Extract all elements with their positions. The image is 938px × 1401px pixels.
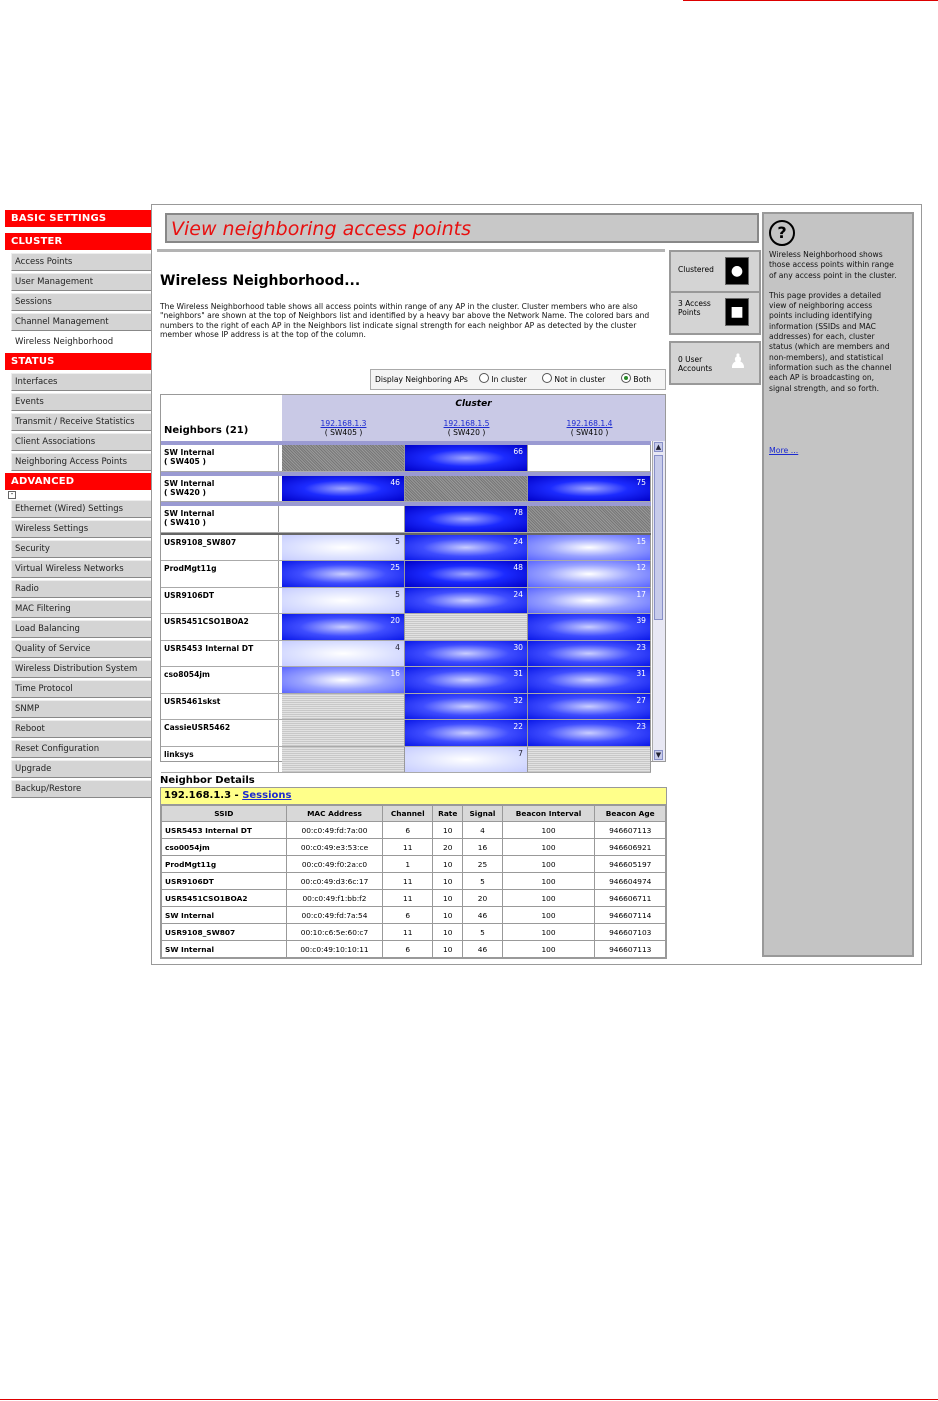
radio-in-cluster-label: In cluster [491, 375, 527, 384]
details-cell: 946607113 [595, 941, 666, 958]
neighbor-row[interactable] [161, 533, 651, 562]
sidebar-item-reset-configuration[interactable]: Reset Configuration [11, 740, 152, 758]
cluster-ip-link-3[interactable]: 192.168.1.4 [566, 419, 613, 428]
details-cell: 946604974 [595, 873, 666, 890]
neighbor-name: CassieUSR5462 [161, 720, 279, 746]
details-cell: 00:c0:49:f1:bb:f2 [286, 890, 383, 907]
scroll-thumb[interactable] [654, 455, 663, 620]
details-cell: 100 [502, 941, 595, 958]
neighbor-row[interactable] [161, 694, 651, 721]
details-cell: 10 [433, 890, 463, 907]
users-icon: ♟ [727, 348, 749, 374]
details-cell: 46 [463, 941, 502, 958]
details-cell: 11 [383, 839, 433, 856]
details-cell: 25 [463, 856, 502, 873]
signal-value: 48 [513, 563, 523, 572]
signal-value: 22 [513, 722, 523, 731]
help-text [769, 250, 897, 394]
details-cell: 20 [433, 839, 463, 856]
page-title-bar [165, 213, 759, 243]
signal-cell [405, 506, 528, 532]
signal-cell [282, 561, 405, 587]
signal-value: 4 [395, 642, 400, 652]
sidebar-section-basic-settings[interactable]: BASIC SETTINGS [5, 210, 152, 227]
details-cell: 946606921 [595, 839, 666, 856]
bottom-red-rule [0, 1399, 938, 1400]
sidebar-section-cluster[interactable]: CLUSTER [5, 233, 152, 250]
signal-value: 12 [636, 563, 646, 572]
cluster-ip-link-1[interactable]: 192.168.1.3 [320, 419, 367, 428]
signal-cell [405, 588, 528, 614]
signal-value: 31 [513, 669, 523, 678]
details-row [162, 873, 666, 890]
signal-value: 5 [395, 589, 400, 599]
details-column-header: Signal [463, 806, 502, 822]
details-cell: 100 [502, 907, 595, 924]
signal-value: 27 [636, 695, 646, 705]
self-cell [282, 445, 405, 471]
details-row [162, 924, 666, 941]
details-cell: 11 [383, 924, 433, 941]
main-content [151, 204, 922, 965]
details-cell: 100 [502, 839, 595, 856]
sidebar-item-reboot[interactable]: Reboot [11, 720, 152, 738]
neighbor-name: USR9106DT [161, 588, 279, 614]
radio-in-cluster[interactable] [479, 370, 527, 389]
sidebar-item-client-associations[interactable]: Client Associations [11, 433, 152, 451]
sidebar-item-mac-filtering[interactable]: MAC Filtering [11, 600, 152, 618]
radio-icon [542, 373, 552, 383]
details-column-header: Rate [433, 806, 463, 822]
details-cell: 6 [383, 822, 433, 839]
signal-cell [282, 641, 405, 667]
signal-value: 25 [390, 563, 400, 572]
signal-cell [405, 641, 528, 667]
radio-checked-icon [621, 373, 631, 383]
cluster-label: Cluster [455, 399, 492, 409]
neighbor-row[interactable] [161, 641, 651, 668]
details-cell: 5 [463, 873, 502, 890]
display-filter [370, 369, 666, 390]
details-cell: 10 [433, 856, 463, 873]
sidebar-section-advanced[interactable]: ADVANCED [5, 473, 152, 490]
details-cell: 00:c0:49:f0:2a:c0 [286, 856, 383, 873]
radio-both-label: Both [633, 375, 652, 384]
details-cell: cso0054jm [162, 839, 287, 856]
details-cell: 1 [383, 856, 433, 873]
signal-value: 24 [513, 589, 523, 599]
neighbors-rows [161, 441, 651, 773]
cluster-name-2: ( SW420 ) [447, 428, 486, 437]
signal-value: 30 [513, 642, 523, 652]
cluster-name-1: ( SW405 ) [324, 428, 363, 437]
details-cell: 00:c0:49:fd:7a:00 [286, 822, 383, 839]
neighbors-header [161, 395, 281, 441]
details-cell: 100 [502, 873, 595, 890]
signal-cell [405, 561, 528, 587]
sidebar-nav [5, 210, 152, 800]
cluster-name-3: ( SW410 ) [570, 428, 609, 437]
details-cell: ProdMgt11g [162, 856, 287, 873]
details-cell: 100 [502, 890, 595, 907]
sidebar-item-backup-restore[interactable]: Backup/Restore [11, 780, 152, 798]
details-body [162, 822, 666, 958]
signal-cell [282, 535, 405, 561]
signal-value: 66 [513, 447, 523, 456]
radio-not-in-cluster[interactable] [542, 370, 605, 389]
sidebar-advanced-list [11, 500, 152, 798]
neighbor-details-header [161, 788, 666, 805]
signal-value: 39 [636, 616, 646, 625]
details-cell: 10 [433, 873, 463, 890]
details-cell: 946607114 [595, 907, 666, 924]
sidebar-section-status[interactable]: STATUS [5, 353, 152, 370]
neighbor-name: ProdMgt11g [161, 561, 279, 587]
signal-cell [405, 694, 528, 720]
details-cell: 946607113 [595, 822, 666, 839]
neighbor-row[interactable] [161, 720, 651, 747]
details-cell: SW Internal [162, 907, 287, 924]
neighbor-name: USR5461skst [161, 694, 279, 720]
neighbor-details [160, 787, 667, 959]
neighbor-row[interactable] [161, 441, 651, 472]
access-points-panel[interactable] [669, 291, 761, 335]
sidebar-status-list [11, 373, 152, 471]
details-cell: 4 [463, 822, 502, 839]
radio-not-in-cluster-label: Not in cluster [554, 375, 606, 384]
neighbor-name: USR5451CSO1BOA2 [161, 614, 279, 640]
sidebar-item-neighboring-access-points[interactable]: Neighboring Access Points [11, 453, 152, 471]
signal-value: 5 [395, 536, 400, 546]
signal-cell [528, 720, 651, 746]
sidebar-item-quality-of-service[interactable]: Quality of Service [11, 640, 152, 658]
scroll-down-icon[interactable]: ▼ [655, 751, 662, 759]
sidebar-item-user-management[interactable]: User Management [11, 273, 152, 291]
neighbors-count: Neighbors (21) [164, 425, 249, 436]
signal-cell [528, 614, 651, 640]
neighbor-name: cso8054jm [161, 667, 279, 693]
signal-cell [405, 445, 528, 471]
neighbor-details-title: Neighbor Details [160, 775, 255, 786]
cluster-column-3 [528, 419, 651, 437]
signal-value: 17 [636, 589, 646, 599]
sidebar-item-radio[interactable]: Radio [11, 580, 152, 598]
no-signal-cell [282, 720, 405, 746]
no-signal-cell [282, 694, 405, 720]
sidebar-item-time-protocol[interactable]: Time Protocol [11, 680, 152, 698]
signal-value: 20 [390, 616, 400, 625]
sidebar-item-wireless-settings[interactable]: Wireless Settings [11, 520, 152, 538]
neighbor-name: SW Internal ( SW410 ) [161, 506, 279, 532]
signal-cell [528, 667, 651, 693]
details-cell: 11 [383, 873, 433, 890]
sidebar-item-wireless-neighborhood[interactable]: Wireless Neighborhood [11, 333, 152, 351]
sidebar-item-virtual-wireless-networks[interactable]: Virtual Wireless Networks [11, 560, 152, 578]
cluster-column-2 [405, 419, 528, 437]
details-cell: 946606711 [595, 890, 666, 907]
details-column-header: Beacon Age [595, 806, 666, 822]
no-signal-cell [282, 747, 405, 773]
access-points-icon: ■ [725, 298, 749, 326]
signal-value: 15 [636, 536, 646, 546]
neighbor-row[interactable] [161, 614, 651, 641]
signal-cell [528, 561, 651, 587]
details-cell: 6 [383, 907, 433, 924]
user-accounts-panel[interactable] [669, 341, 761, 385]
signal-value: 78 [513, 508, 523, 517]
sidebar-item-events[interactable]: Events [11, 393, 152, 411]
details-cell: 5 [463, 924, 502, 941]
help-text-detail: This page provides a detailed view of neighboring access points including identifying information (SSIDs and MAC addresses) for each, cluster status (which are members and non-members), and statistical information such as the channel each AP is broadcasting on, signal strength, and so forth. [769, 290, 892, 393]
radio-both[interactable] [621, 370, 651, 389]
signal-cell [528, 476, 651, 502]
details-cell: SW Internal [162, 941, 287, 958]
signal-cell [405, 535, 528, 561]
neighbor-row[interactable] [161, 502, 651, 533]
signal-value: 75 [636, 477, 646, 487]
neighbor-name: SW Internal ( SW405 ) [161, 445, 279, 471]
sessions-link[interactable]: Sessions [242, 790, 292, 801]
neighbor-row[interactable] [161, 561, 651, 588]
details-ip: 192.168.1.3 [164, 790, 232, 801]
empty-cell [282, 506, 405, 532]
neighbor-name: SW Internal ( SW420 ) [161, 476, 279, 502]
details-row [162, 941, 666, 958]
scroll-up-icon[interactable]: ▲ [655, 443, 662, 451]
signal-cell [528, 588, 651, 614]
page-heading: Wireless Neighborhood... [160, 273, 361, 289]
user-accounts-count: 0 User Accounts [678, 355, 713, 373]
sidebar-item-upgrade[interactable]: Upgrade [11, 760, 152, 778]
access-points-count: 3 Access Points [678, 299, 711, 317]
details-cell: 10 [433, 941, 463, 958]
neighbors-scrollbar[interactable] [652, 441, 665, 761]
sidebar-item-ethernet-settings[interactable]: Ethernet (Wired) Settings [11, 500, 152, 518]
signal-cell [282, 476, 405, 502]
neighbor-row[interactable] [161, 472, 651, 503]
sidebar-cluster-list [11, 253, 152, 351]
empty-cell [528, 445, 651, 471]
signal-cell [405, 720, 528, 746]
details-header-row [162, 806, 666, 822]
sidebar-item-interfaces[interactable]: Interfaces [11, 373, 152, 391]
self-cell [528, 506, 651, 532]
page-title: View neighboring access points [171, 218, 471, 240]
details-cell: 20 [463, 890, 502, 907]
details-cell: 00:c0:49:10:10:11 [286, 941, 383, 958]
self-cell [405, 476, 528, 502]
details-column-header: Channel [383, 806, 433, 822]
details-cell: 46 [463, 907, 502, 924]
details-cell: USR5451CSO1BOA2 [162, 890, 287, 907]
top-red-rule [683, 0, 938, 1]
details-cell: 946605197 [595, 856, 666, 873]
neighbor-row[interactable] [161, 667, 651, 694]
signal-cell [282, 614, 405, 640]
details-cell: 00:c0:49:e3:53:ce [286, 839, 383, 856]
sidebar-item-security[interactable]: Security [11, 540, 152, 558]
clustered-status-panel [669, 250, 761, 294]
details-cell: 100 [502, 856, 595, 873]
neighbor-name: USR9108_SW807 [161, 535, 279, 561]
neighbor-name: linksys [161, 747, 279, 773]
details-cell: USR9106DT [162, 873, 287, 890]
no-signal-cell [405, 614, 528, 640]
signal-value: 7 [518, 748, 523, 758]
details-cell: 10 [433, 924, 463, 941]
details-cell: 11 [383, 890, 433, 907]
details-cell: 00:c0:49:d3:6c:17 [286, 873, 383, 890]
details-cell: 10 [433, 822, 463, 839]
neighbor-row[interactable] [161, 588, 651, 615]
sidebar-item-sessions[interactable]: Sessions [11, 293, 152, 311]
details-row [162, 890, 666, 907]
cluster-header [282, 395, 665, 441]
signal-value: 23 [636, 722, 646, 731]
sidebar-item-load-balancing[interactable]: Load Balancing [11, 620, 152, 638]
minus-icon: - [8, 491, 16, 499]
details-separator: - [231, 790, 243, 801]
details-cell: 00:c0:49:fd:7a:54 [286, 907, 383, 924]
details-cell: 00:10:c6:5e:60:c7 [286, 924, 383, 941]
neighbor-row[interactable] [161, 747, 651, 774]
details-row [162, 822, 666, 839]
signal-cell [528, 694, 651, 720]
signal-cell [528, 641, 651, 667]
signal-cell [282, 667, 405, 693]
details-column-header: MAC Address [286, 806, 383, 822]
radio-icon [479, 373, 489, 383]
sidebar-item-channel-management[interactable]: Channel Management [11, 313, 152, 331]
neighbor-name: USR5453 Internal DT [161, 641, 279, 667]
details-row [162, 907, 666, 924]
cluster-column-1 [282, 419, 405, 437]
details-cell: USR5453 Internal DT [162, 822, 287, 839]
help-more-link[interactable]: More ... [769, 446, 799, 455]
signal-value: 32 [513, 695, 523, 705]
details-column-header: SSID [162, 806, 287, 822]
signal-value: 16 [390, 669, 400, 678]
neighbors-table [160, 394, 666, 762]
details-cell: 100 [502, 924, 595, 941]
sidebar-item-access-points[interactable]: Access Points [11, 253, 152, 271]
help-panel [762, 212, 914, 957]
collapse-toggle[interactable] [5, 490, 152, 500]
details-row [162, 856, 666, 873]
signal-value: 24 [513, 536, 523, 546]
antenna-icon: ● [725, 257, 749, 285]
sidebar-item-transmit-receive-statistics[interactable]: Transmit / Receive Statistics [11, 413, 152, 431]
signal-value: 46 [390, 477, 400, 487]
sidebar-item-snmp[interactable]: SNMP [11, 700, 152, 718]
details-cell: 6 [383, 941, 433, 958]
help-text-intro: Wireless Neighborhood shows those access points within range of any access point in the cluster. [769, 250, 897, 280]
neighbor-details-table [161, 805, 666, 958]
details-cell: 100 [502, 822, 595, 839]
details-row [162, 839, 666, 856]
details-cell: 946607103 [595, 924, 666, 941]
signal-cell [405, 747, 528, 773]
signal-cell [282, 588, 405, 614]
details-cell: 10 [433, 907, 463, 924]
details-cell: USR9108_SW807 [162, 924, 287, 941]
title-divider [157, 249, 665, 252]
details-column-header: Beacon Interval [502, 806, 595, 822]
help-question-icon: ? [769, 220, 795, 246]
signal-value: 31 [636, 669, 646, 678]
intro-text: The Wireless Neighborhood table shows all access points within range of any AP in the cluster. Cluster members who are also "neighbors" are shown at the top of Neighbors list and identified by a heavy bar above the Network Name. The colored bars and numbers to the right of each AP in the Neighbors list indicate signal strength for each neighbor AP as detected by the cluster member whose IP address is at the top of the column. [160, 302, 650, 340]
clustered-label: Clustered [678, 265, 714, 274]
sidebar-item-wireless-distribution-system[interactable]: Wireless Distribution System [11, 660, 152, 678]
no-signal-cell [528, 747, 651, 773]
signal-value: 23 [636, 642, 646, 652]
details-cell: 16 [463, 839, 502, 856]
display-filter-label: Display Neighboring APs [375, 375, 468, 384]
cluster-ip-link-2[interactable]: 192.168.1.5 [443, 419, 490, 428]
signal-cell [528, 535, 651, 561]
signal-cell [405, 667, 528, 693]
